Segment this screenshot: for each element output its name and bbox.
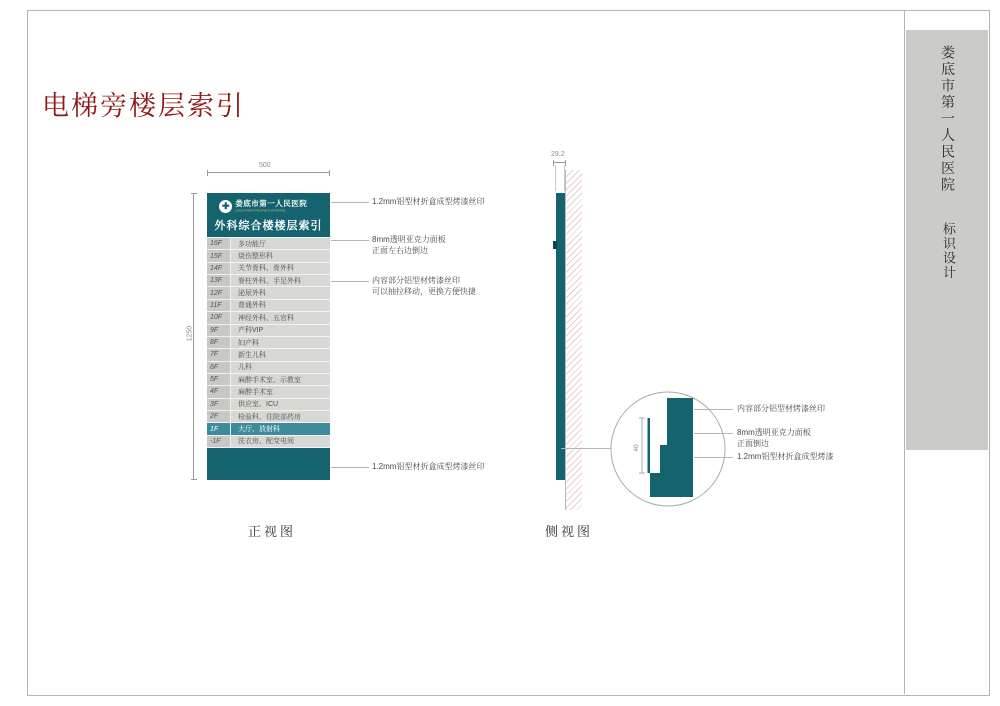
floor-number: 4F — [207, 386, 230, 397]
profile-section-step — [660, 445, 667, 473]
floor-number: -1F — [207, 436, 230, 447]
sign-logo-row — [219, 198, 317, 215]
leader-front-2 — [331, 240, 369, 241]
floor-department: 妇产科 — [231, 337, 330, 348]
annotation-front-2: 8mm透明亚克力面板 正面左右边倒边 — [372, 235, 446, 255]
leader-side-3 — [694, 457, 733, 458]
floor-department: 关节骨科、骨外科 — [231, 263, 330, 274]
leader-side-1 — [694, 409, 733, 410]
wall-hatch — [565, 170, 582, 510]
floor-number: 6F — [207, 362, 230, 373]
floor-row — [207, 337, 330, 348]
annotation-side-3: 1.2mm铝型材折盒成型烤漆 — [737, 452, 834, 461]
floor-row — [207, 423, 330, 434]
floor-number: 10F — [207, 312, 230, 323]
floor-department: 神经外科、五官科 — [231, 312, 330, 323]
floor-row — [207, 325, 330, 336]
dim-detail-depth-label: 40 — [633, 444, 640, 452]
dim-height-label: 1250 — [186, 325, 194, 342]
hospital-logo-icon: ✚ — [219, 200, 232, 213]
floor-number: 13F — [207, 275, 230, 286]
floor-rows — [207, 237, 330, 448]
annotation-front-3: 内容部分铝型材烤漆丝印 可以抽拉移动，更换方便快捷 — [372, 276, 476, 296]
leader-front-4 — [331, 467, 369, 468]
floor-row — [207, 386, 330, 397]
leader-detail-connector — [561, 448, 613, 449]
floor-department: 供应室、ICU — [231, 399, 330, 410]
floor-row — [207, 263, 330, 274]
floor-row — [207, 349, 330, 360]
floor-row — [207, 300, 330, 311]
sign-hospital-name: 娄底市第一人民医院 — [235, 198, 308, 208]
dim-line-side-depth — [553, 162, 566, 163]
floor-number: 1F — [207, 423, 230, 434]
floor-number: 16F — [207, 238, 230, 249]
floor-number: 5F — [207, 374, 230, 385]
floor-number: 9F — [207, 325, 230, 336]
floor-number: 8F — [207, 337, 230, 348]
floor-department: 产科VIP — [231, 325, 330, 336]
floor-department: 麻醉手术室 — [231, 386, 330, 397]
annotation-front-4: 1.2mm铝型材折盒成型烤漆丝印 — [372, 462, 485, 471]
sidebar-subtitle: 标识设计 — [941, 222, 956, 280]
floor-department: 新生儿科 — [231, 349, 330, 360]
floor-number: 11F — [207, 300, 230, 311]
floor-row — [207, 411, 330, 422]
floor-number: 12F — [207, 287, 230, 298]
floor-row — [207, 374, 330, 385]
side-view-label: 侧视图 — [545, 524, 594, 539]
floor-department: 脊柱外科、手足外科 — [231, 275, 330, 286]
floor-number: 3F — [207, 399, 230, 410]
floor-row — [207, 399, 330, 410]
sign-side-view — [556, 193, 565, 480]
front-view-label: 正视图 — [248, 524, 297, 539]
sign-hospital-name-en: LOUDI FIRST PEOPLE'S HOSPITAL — [235, 208, 287, 213]
sidebar-divider — [904, 10, 905, 694]
floor-department: 烧伤整形科 — [231, 250, 330, 261]
dim-width-label: 500 — [259, 162, 271, 169]
floor-department: 洗衣房、配变电间 — [231, 436, 330, 447]
floor-number: 14F — [207, 263, 230, 274]
dim-line-width — [207, 172, 330, 173]
profile-section-flange — [648, 418, 651, 473]
floor-row — [207, 287, 330, 298]
leader-front-3 — [331, 281, 369, 282]
floor-department: 多功能厅 — [231, 238, 330, 249]
sign-front-view — [207, 193, 330, 480]
annotation-side-2: 8mm透明亚克力面板 正面倒边 — [737, 428, 811, 448]
floor-row — [207, 238, 330, 249]
floor-row — [207, 250, 330, 261]
floor-department: 麻醉手术室、示教室 — [231, 374, 330, 385]
floor-department: 泌尿外科 — [231, 287, 330, 298]
sign-header — [207, 193, 330, 237]
sign-footer — [207, 448, 330, 480]
leader-side-2 — [694, 433, 733, 434]
dim-ext-line-left — [555, 165, 556, 191]
floor-row — [207, 312, 330, 323]
annotation-front-1: 1.2mm铝型材折盒成型烤漆丝印 — [372, 197, 485, 206]
side-mount-notch — [553, 241, 557, 249]
sidebar-hospital-name: 娄底市第一人民医院 — [940, 45, 956, 194]
annotation-side-1: 内容部分铝型材烤漆丝印 — [737, 404, 825, 413]
leader-front-1 — [331, 202, 369, 203]
dim-side-depth-label: 29.2 — [551, 151, 565, 158]
floor-department: 大厅、放射科 — [231, 423, 330, 434]
floor-number: 2F — [207, 411, 230, 422]
floor-department: 儿科 — [231, 362, 330, 373]
floor-row — [207, 436, 330, 447]
floor-department: 检验科、住院部药房 — [231, 411, 330, 422]
page-title: 电梯旁楼层索引 — [42, 91, 245, 121]
floor-row — [207, 275, 330, 286]
floor-department: 普通外科 — [231, 300, 330, 311]
floor-row — [207, 362, 330, 373]
sign-title: 外科综合楼楼层索引 — [214, 219, 323, 232]
floor-number: 15F — [207, 250, 230, 261]
detail-circle — [608, 389, 728, 509]
floor-number: 7F — [207, 349, 230, 360]
